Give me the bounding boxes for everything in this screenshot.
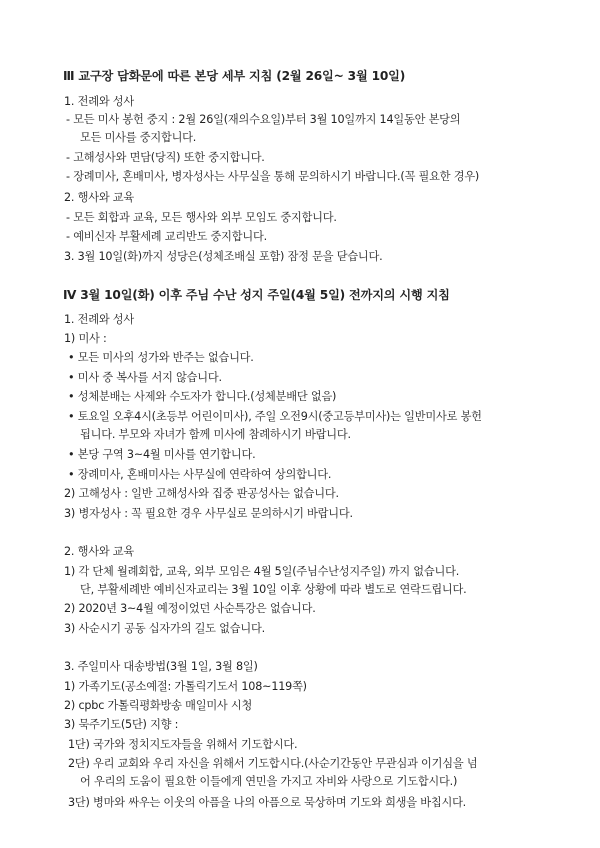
section-4-line: 1) 각 단체 월례회합, 교육, 외부 모임은 4월 5일(주님수난성지주일) 까지 없습니다. (64, 565, 460, 578)
section-4-line: 3단) 병마와 싸우는 이웃의 아픔을 나의 아픔으로 묵상하며 기도와 희생을 바칩시다. (68, 796, 467, 809)
section-4-line: 3) 사순시기 공동 십자가의 길도 없습니다. (64, 622, 265, 635)
section-4-line: • 미사 중 복사를 서지 않습니다. (68, 371, 222, 384)
section-4-line: 단, 부활세례반 예비신자교리는 3월 10일 이후 상황에 따라 별도로 연락드립니다. (80, 583, 467, 596)
section-4-line: • 모든 미사의 성가와 반주는 없습니다. (68, 351, 254, 364)
section-4-line: 2) 고해성사 : 일반 고해성사와 집중 판공성사는 없습니다. (64, 487, 339, 500)
section-3-heading: Ⅲ 교구장 담화문에 따른 본당 세부 지침 (2월 26일~ 3월 10일) (63, 69, 406, 83)
section-4-line: 2. 행사와 교육 (64, 545, 135, 558)
section-4-line: 3) 묵주기도(5단) 지향 : (64, 718, 179, 731)
section-4-line: • 장례미사, 혼배미사는 사무실에 연락하여 상의합니다. (68, 468, 332, 481)
section-4-line: 2) 2020년 3~4월 예정이었던 사순특강은 없습니다. (64, 602, 316, 615)
section-3-line: 모든 미사를 중지합니다. (80, 131, 197, 144)
section-4-line: 어 우리의 도움이 필요한 이들에게 연민을 가지고 자비와 사랑으로 기도합시다.) (80, 775, 458, 788)
section-3-line: - 모든 회합과 교육, 모든 행사와 외부 모임도 중지합니다. (66, 211, 337, 224)
section-4-line: 됩니다. 부모와 자녀가 함께 미사에 참례하시기 바랍니다. (80, 428, 351, 441)
section-3-line: 2. 행사와 교육 (64, 191, 135, 204)
section-3-line: - 고해성사와 면담(당직) 또한 중지합니다. (66, 151, 265, 164)
section-3-line: - 모든 미사 봉헌 중지 : 2월 26일(재의수요일)부터 3월 10일까지 14일동안 본당의 (66, 113, 461, 126)
section-4-line: 1) 미사 : (64, 332, 107, 345)
section-4-line: 3) 병자성사 : 꼭 필요한 경우 사무실로 문의하시기 바랍니다. (64, 507, 353, 520)
section-4-line: 2단) 우리 교회와 우리 자신을 위해서 기도합시다.(사순기간동안 무관심과 이기심을 넘 (68, 757, 478, 770)
section-4-line: 1. 전례와 성사 (64, 313, 135, 326)
section-3-line: 3. 3월 10일(화)까지 성당은(성체조배실 포함) 잠정 문을 닫습니다. (64, 250, 383, 263)
section-4-line: 1) 가족기도(공소예절: 가톨릭기도서 108~119쪽) (64, 680, 307, 693)
section-3-line: - 장례미사, 혼배미사, 병자성사는 사무실을 통해 문의하시기 바랍니다.(꼭 필요한 경우) (66, 170, 480, 183)
section-3-line: 1. 전례와 성사 (64, 95, 135, 108)
section-4-line: • 토요일 오후4시(초등부 어린이미사), 주일 오전9시(중고등부미사)는 일반미사로 봉헌 (68, 410, 482, 423)
section-4-line: 3. 주일미사 대송방법(3월 1일, 3월 8일) (64, 660, 258, 673)
section-4-line: 1단) 국가와 정치지도자들을 위해서 기도합시다. (68, 738, 298, 751)
section-4-line: • 본당 구역 3~4월 미사를 연기합니다. (68, 448, 256, 461)
section-4-heading: Ⅳ 3월 10일(화) 이후 주님 수난 성지 주일(4월 5일) 전까지의 시행 지침 (63, 288, 450, 302)
section-4-line: • 성체분배는 사제와 수도자가 합니다.(성체분배단 없음) (68, 390, 337, 403)
section-4-line: 2) cpbc 가톨릭평화방송 매일미사 시청 (64, 699, 253, 712)
section-3-line: - 예비신자 부활세례 교리반도 중지합니다. (66, 230, 267, 243)
